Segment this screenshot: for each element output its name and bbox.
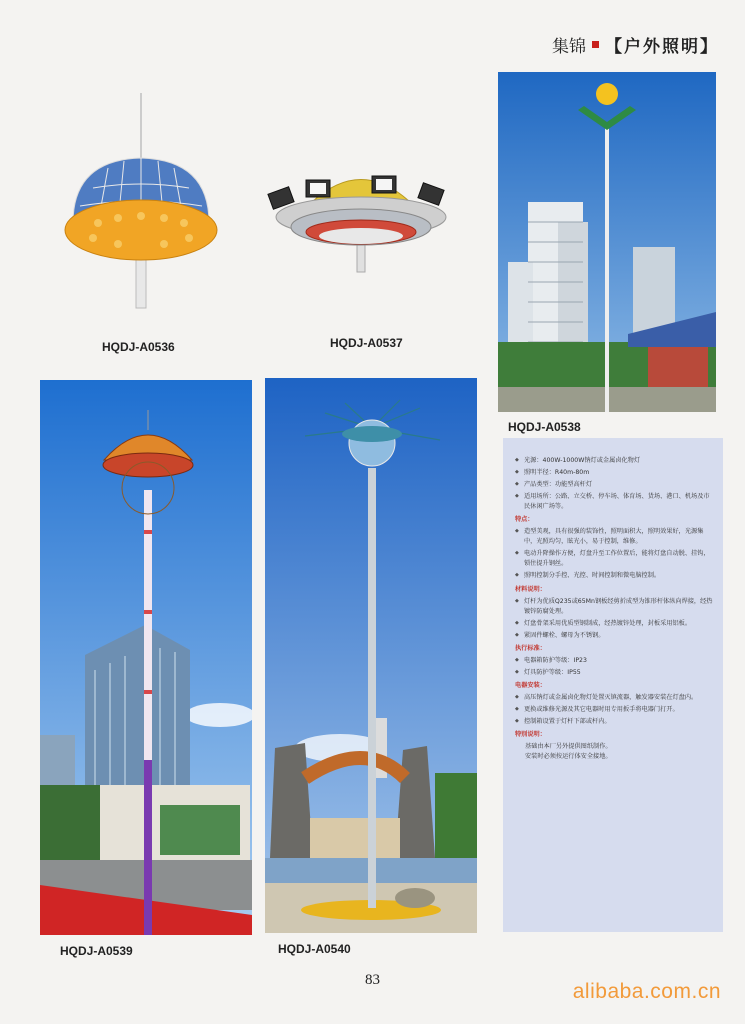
specification-box [503,438,723,932]
red-square-icon [592,41,599,48]
product-image-a0536 [58,88,228,313]
note-item: 安装时必须按运行体安全接地。 [525,753,612,761]
product-photo-a0538 [498,72,716,412]
product-code-a0540: HQDJ-A0540 [278,942,351,956]
product-code-a0538: HQDJ-A0538 [508,420,581,434]
electric-heading: 电器安装： [515,681,546,689]
standard-heading: 执行标准： [515,644,546,652]
product-code-a0537: HQDJ-A0537 [330,336,403,350]
electric-item: ◆ 更换或维修光源及其它电器时用专用扳手将电器门打开。 [515,705,713,715]
material-item: ◆ 紧固件螺栓、螺母为不锈钢。 [515,631,713,641]
standard-item: ◆ 灯具防护等级：IP55 [515,668,713,678]
electric-item: ◆ 高压钠灯或金属卤化物灯处置灭镇流器，触发器安装在灯盘内。 [515,693,713,703]
material-item: ◆ 灯盘骨架采用优质型钢制成，经热镀锌处理，封板采用铝板。 [515,619,713,629]
spec-item: ◆ 照明半径：R40m-80m [515,468,713,478]
features-heading: 特点： [515,516,534,524]
electric-item: ◆ 控制箱设置于灯杆下部或杆内。 [515,717,713,727]
header-title: 【户外照明】 [605,37,719,57]
page-header [552,32,719,57]
product-photo-a0539 [40,380,252,935]
feature-item: ◆ 照明控制分手控、光控、时间控制和微电脑控制。 [515,571,713,581]
product-code-a0536: HQDJ-A0536 [102,340,175,354]
watermark: alibaba.com.cn [572,980,721,1003]
product-code-a0539: HQDJ-A0539 [60,944,133,958]
product-photo-a0540 [265,378,477,933]
material-item: ◆ 灯杆为优质Q235或65Mn钢板经剪折成型为锥形杆体纵向焊接，经热镀锌防腐处理。 [515,597,713,617]
spec-item: ◆ 光源：400W-1000W钠灯或金属卤化物灯 [515,456,713,466]
note-item: 基础由本厂另外提供图纸制作。 [525,743,612,751]
spec-item: ◆ 适用场所：公路、立交桥、停车场、体育场、货场、港口、机场及市民休闲广场等。 [515,492,713,512]
feature-item: ◆ 造型美观，具有很强的装饰性，照明面积大，照明效果好，光源集中，光照均匀，眩光小，易于控制，维修。 [515,527,713,547]
spec-item: ◆ 产品类型：功能型高杆灯 [515,480,713,490]
header-prefix: 集锦 [552,37,586,57]
page-number: 83 [365,972,380,988]
material-heading: 材料说明： [515,585,546,593]
product-image-a0537 [262,162,460,274]
feature-item: ◆ 电动升降操作方便，灯盘升至工作位置后，能将灯盘自动脱、挂钩，锁住提升钢丝。 [515,549,713,569]
notes-heading: 特别说明： [515,731,546,739]
standard-item: ◆ 电器箱防护等级：IP23 [515,656,713,666]
